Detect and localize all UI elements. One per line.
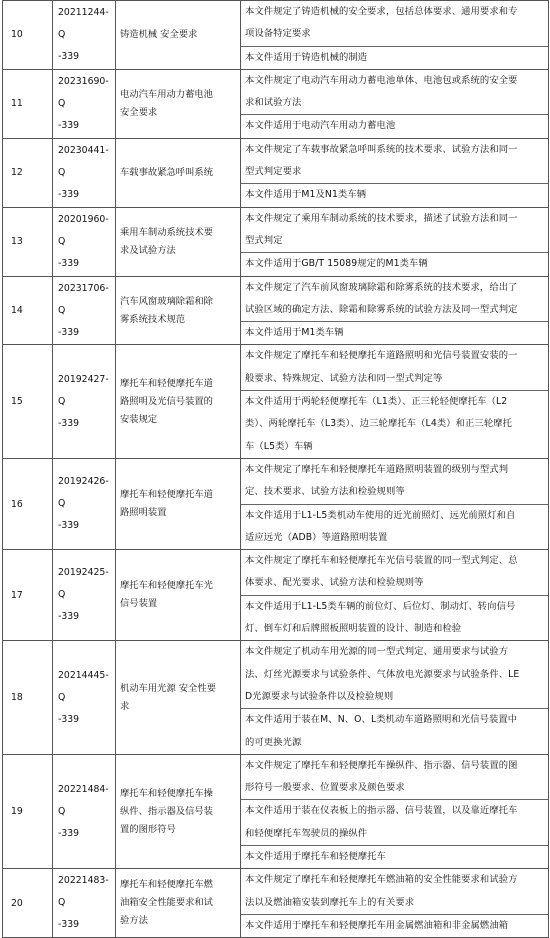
description-line: 本文件规定了摩托车和轻便摩托车光信号装置的同一型式判定、总 [245,555,518,567]
plan-number-line: -339 [58,119,80,131]
description-line: 本文件规定了摩托车和轻便摩托车操纵件、指示器、信号装置的图 [245,759,518,771]
description-line: 法、灯丝光源要求与试验条件、气体放电光源要求与试验条件、LE [245,668,520,680]
plan-number-line: -339 [58,417,80,429]
scope-line: 本文件适用于摩托车和轻便摩托车 [241,845,548,868]
plan-number [53,1,116,70]
description-line: 体要求、配光要求、试验方法和检验规则等 [245,577,424,589]
standard-name-line: 摩托车和轻便摩托车燃 [120,879,213,891]
standard-description [241,207,549,276]
standard-description [241,138,549,207]
row-number: 13 [3,207,53,276]
plan-number [53,458,116,549]
row-number: 14 [3,276,53,345]
scope-line: 本文件适用于两轮轻便摩托车（L1类）、正三轮轻便摩托车（L2 [241,390,548,413]
standard-name [116,69,241,138]
plan-number-line: 20221484-Q [58,783,109,817]
scope-line: 本文件适用于GB/T 15089规定的M1类车辆 [241,252,548,275]
plan-number [53,550,116,641]
standard-name-line: 求 [120,700,130,712]
description-line: D光源要求与试验条件以及检验规则 [245,690,394,702]
plan-number [53,69,116,138]
plan-number-line: -339 [58,520,80,532]
standard-name-line: 车载事故紧急呼叫系统 [120,166,213,178]
row-number: 17 [3,550,53,641]
standard-name-line: 摩托车和轻便摩托车光 [120,580,213,592]
standard-name-line: 验方法 [120,915,148,927]
standard-name-line: 路照明及光信号装置的 [120,395,213,407]
standard-name [116,550,241,641]
plan-number-line: 20192426-Q [58,476,109,510]
plan-number [53,641,116,754]
table-row [3,207,549,276]
plan-number [53,138,116,207]
description-line: 本文件规定了电动汽车用动力蓄电池单体、电池包或系统的安全要 [245,74,518,86]
row-number: 16 [3,458,53,549]
standard-name-line: 安装规定 [120,413,158,425]
table-row [3,458,549,549]
standard-name-line: 求及试验方法 [120,244,176,256]
scope-line: 本文件适用于M1类车辆 [241,321,548,344]
scope-line: 本文件适用于电动汽车用动力蓄电池 [241,114,548,137]
plan-number-line: 20211244-Q [58,6,109,40]
plan-number-line: 20231706-Q [58,282,109,316]
standard-description [241,550,549,641]
row-number: 18 [3,641,53,754]
row-number: 19 [3,754,53,868]
description-line: 本文件规定了铸造机械的安全要求，包括总体要求、通用要求和专 [245,6,518,17]
plan-number-line: -339 [58,326,80,338]
scope-line: 灯、倒车灯和后牌照板照明装置的设计、制造和检验 [245,623,462,635]
description-line: 般要求、特殊规定、试验方法和同一型式判定等 [245,372,443,384]
description-line: 定、技术要求、试验方法和检验规则等 [245,486,405,498]
standard-description [241,754,549,868]
plan-number-line: -339 [58,713,80,725]
plan-number [53,207,116,276]
standard-name-line: 机动车用光源 安全性要 [120,682,216,694]
description-line: 型式判定要求 [245,166,302,178]
plan-number-line: 20192427-Q [58,373,109,407]
standard-name-line: 油箱安全性能要求和试 [120,897,213,909]
plan-number [53,869,116,938]
description-line: 型式判定 [245,234,283,246]
standard-name-line: 摩托车和轻便摩托车操 [120,787,213,799]
scope-line: 适应远光（ADB）等道路照明装置 [245,531,388,543]
description-line: 本文件规定了乘用车制动系统的技术要求，描述了试验方法和同一 [245,212,518,224]
standard-name-line: 摩托车和轻便摩托车道 [120,489,213,501]
standard-name [116,754,241,868]
standard-name-line: 纵件、指示器及信号装 [120,805,213,817]
table-row [3,550,549,641]
standards-table [2,0,549,938]
scope-line: 本文件适用于L1-L5类机动车使用的近光前照灯、远光前照灯和自 [241,504,548,527]
plan-number-line: 20214445-Q [58,669,109,703]
scope-line: 本文件适用于装在M、N、O、L类机动车道路照明和光信号装置中 [241,708,548,731]
plan-number-line: -339 [58,919,80,931]
row-number: 20 [3,869,53,938]
description-line: 本文件规定了摩托车和轻便摩托车燃油箱的安全性能要求和试验方 [245,874,518,886]
plan-number [53,754,116,868]
row-number: 10 [3,1,53,70]
plan-number-line: 20221483-Q [58,875,109,909]
table-row [3,641,549,754]
plan-number-line: 20201960-Q [58,213,109,247]
description-line: 本文件规定了车载事故紧急呼叫系统的技术要求、试验方法和同一 [245,143,518,155]
standard-name-line: 路照明装置 [120,507,167,519]
plan-number [53,276,116,345]
description-line: 本文件规定了机动车用光源的同一型式判定、通用要求与试验方 [245,646,509,658]
standard-name [116,869,241,938]
scope-line: 类）、两轮摩托车（L3类）、边三轮摩托车（L4类）和正三轮摩托 [245,418,513,430]
standard-name-line: 置的图形符号 [120,823,176,835]
standard-description [241,345,549,458]
standard-description [241,276,549,345]
scope-line: 本文件适用于L1-L5类车辆的前位灯、后位灯、制动灯、转向信号 [241,595,548,618]
plan-number [53,345,116,458]
description-line: 项设备特定要求 [245,28,311,40]
plan-number-line: -339 [58,50,80,62]
scope-line: 和轻便摩托车驾驶员的操纵件 [245,827,368,839]
standard-name-line: 雾系统技术规范 [120,313,186,325]
table-row [3,869,549,938]
description-line: 求和试验方法 [245,97,302,109]
scope-line: 本文件适用于摩托车和轻便摩托车用金属燃油箱和非金属燃油箱 [241,914,548,937]
standard-name-line: 电动汽车用动力蓄电池 [120,88,213,100]
description-line: 形符号一般要求、位置要求及颜色要求 [245,782,405,794]
plan-number-line: 20192425-Q [58,567,109,601]
row-number: 15 [3,345,53,458]
standard-name-line: 安全要求 [120,106,158,118]
table-row [3,754,549,868]
table-row [3,345,549,458]
description-line: 试验区域的确定方法、除霜和除雾系统的试验方法及同一型式判定 [245,303,518,315]
scope-line: 本文件适用于铸造机械的制造 [241,46,548,69]
standard-description [241,1,549,70]
description-line: 法以及燃油箱安装到摩托车上的有关要求 [245,896,415,908]
standard-name [116,1,241,70]
plan-number-line: -339 [58,611,80,623]
standard-description [241,641,549,754]
standard-name [116,641,241,754]
standard-name-line: 乘用车制动系统技术要 [120,226,213,238]
scope-line: 的可更换光源 [245,736,302,748]
plan-number-line: -339 [58,827,80,839]
standard-name [116,138,241,207]
standard-name [116,276,241,345]
plan-number-line: 20231690-Q [58,75,109,109]
plan-number-line: -339 [58,257,80,269]
table-row [3,69,549,138]
standard-name-line: 信号装置 [120,598,158,610]
plan-number-line: 20230441-Q [58,144,109,178]
standard-name-line: 汽车风窗玻璃除霜和除 [120,295,213,307]
row-number: 11 [3,69,53,138]
standards-table-body [3,1,549,938]
plan-number-line: -339 [58,188,80,200]
description-line: 本文件规定了摩托车和轻便摩托车道路照明和光信号装置安装的一 [245,350,518,362]
description-line: 本文件规定了摩托车和轻便摩托车道路照明装置的级别与型式判 [245,463,509,475]
standard-name-line: 铸造机械 安全要求 [120,28,198,40]
description-line: 本文件规定了汽车前风窗玻璃除霜和除雾系统的技术要求，给出了 [245,281,518,293]
scope-line: 本文件适用于M1及N1类车辆 [241,183,548,206]
standard-description [241,458,549,549]
standard-name [116,458,241,549]
scope-line: 车（L5类）车辆 [245,440,313,452]
table-row [3,276,549,345]
scope-line: 本文件适用于装在仪表板上的指示器、信号装置，以及靠近摩托车 [241,799,548,822]
standard-description [241,869,549,938]
table-row [3,1,549,70]
standard-name-line: 摩托车和轻便摩托车道 [120,377,213,389]
table-row [3,138,549,207]
standard-name [116,207,241,276]
standard-name [116,345,241,458]
row-number: 12 [3,138,53,207]
standard-description [241,69,549,138]
